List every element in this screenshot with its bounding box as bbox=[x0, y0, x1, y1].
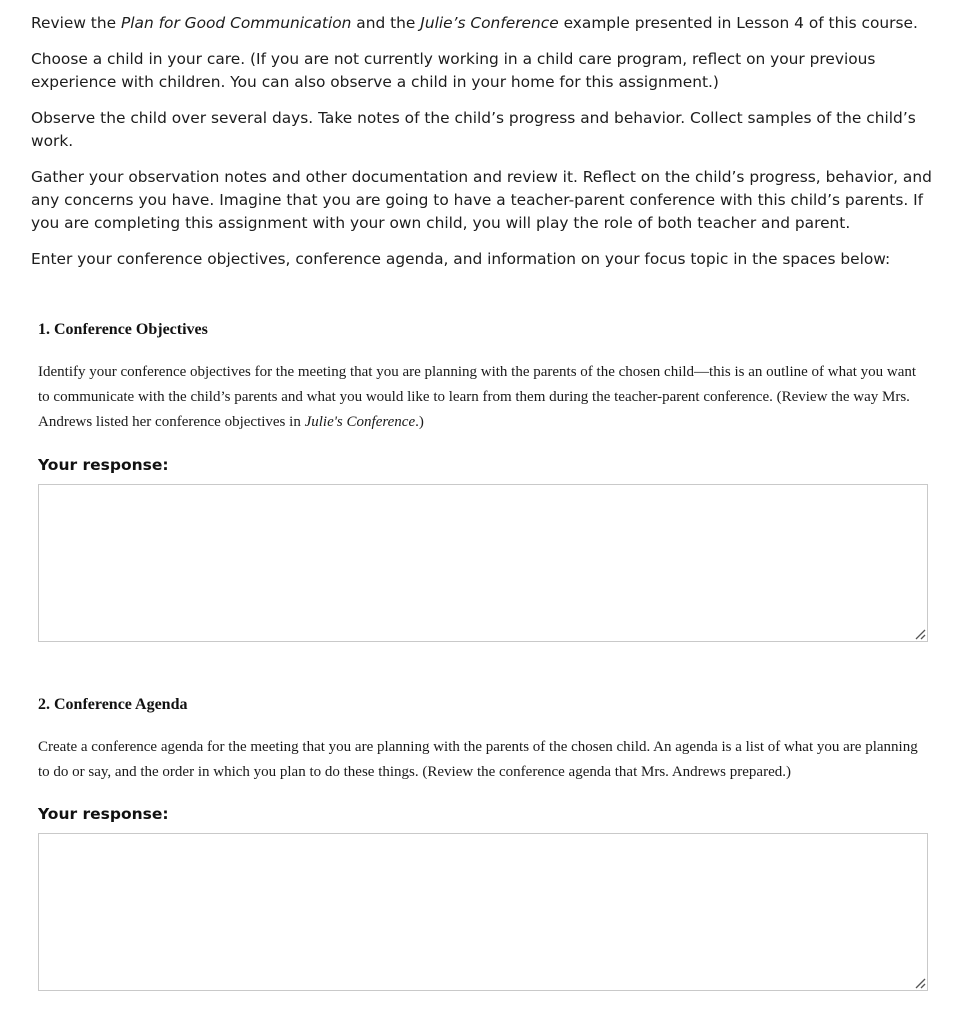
instructions bbox=[31, 12, 941, 284]
conference-title: Julie’s Conference bbox=[420, 14, 559, 32]
section-conference-objectives bbox=[38, 320, 930, 645]
section-title: 2. Conference Agenda bbox=[38, 696, 188, 713]
plan-title: Plan for Good Communication bbox=[120, 14, 352, 32]
resize-grip-icon[interactable] bbox=[914, 977, 926, 989]
intro-paragraph-3: Observe the child over several days. Take notes of the child’s progress and behavior. Collect samples of the child’s work. bbox=[31, 109, 916, 150]
intro-paragraph-4: Gather your observation notes and other documentation and review it. Reflect on the child’s progress, behavior, and any concerns you have. Imagine that you are going to have a teacher-parent conference with this child’s parents. If you are completing this assignment with your own child, you will play the role of both teacher and parent. bbox=[31, 168, 932, 232]
objectives-response-input[interactable] bbox=[38, 484, 928, 642]
intro-paragraph-1: Review the Plan for Good Communication and the Julie’s Conference example presented in Lesson 4 of this course. bbox=[31, 14, 918, 32]
response-label: Your response: bbox=[38, 805, 169, 823]
intro-paragraph-5: Enter your conference objectives, conference agenda, and information on your focus topic in the spaces below: bbox=[31, 250, 891, 268]
section-description: Create a conference agenda for the meeting that you are planning with the parents of the chosen child. An agenda is a list of what you are planning to do or say, and the order in which you plan to do these things. (Review the conference agenda that Mrs. Andrews prepared.) bbox=[38, 739, 918, 780]
section-conference-agenda bbox=[38, 695, 930, 995]
section-description: Identify your conference objectives for the meeting that you are planning with the parents of the chosen child—this is an outline of what you want to communicate with the child’s parents and what you would like to learn from them during the teacher-parent conference. (Review the way Mrs. Andrews listed her conference objectives in Julie's Conference.) bbox=[38, 364, 917, 430]
response-label: Your response: bbox=[38, 456, 169, 474]
agenda-response-input[interactable] bbox=[38, 833, 928, 991]
intro-paragraph-2: Choose a child in your care. (If you are not currently working in a child care program, reflect on your previous experience with children. You can also observe a child in your home for this assignment.) bbox=[31, 50, 876, 91]
section-title: 1. Conference Objectives bbox=[38, 321, 208, 338]
resize-grip-icon[interactable] bbox=[914, 628, 926, 640]
